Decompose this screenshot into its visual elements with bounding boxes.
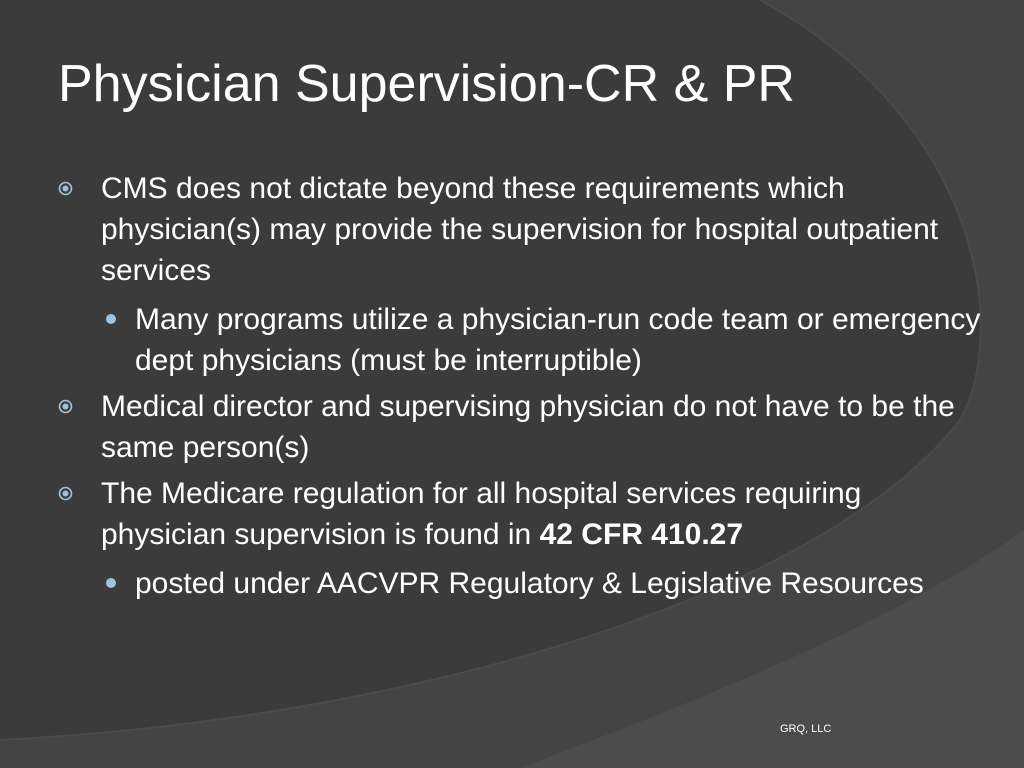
- sub-bullet-text: posted under AACVPR Regulatory & Legislative Resources: [135, 567, 924, 600]
- sub-bullet-text: Many programs utilize a physician-run code team or emergency dept physicians (must be interruptible): [135, 303, 981, 377]
- bullet-item: [58, 386, 988, 468]
- filled-dot-icon: [106, 578, 116, 588]
- bullet-item: [58, 473, 988, 555]
- regulation-citation: 42 CFR 410.27: [539, 518, 744, 551]
- bullet-text: Medical director and supervising physician do not have to be the same person(s): [101, 390, 955, 464]
- slide-title: Physician Supervision-CR & PR: [58, 55, 795, 113]
- slide-body: [58, 168, 988, 609]
- bullet-text: The Medicare regulation for all hospital services requiring physician supervision is found in: [101, 477, 862, 551]
- bullet-item: [58, 168, 988, 291]
- sub-bullet-item: [58, 563, 988, 604]
- sub-bullet-item: [58, 299, 988, 381]
- footer-text: GRQ, LLC: [780, 723, 832, 735]
- circled-dot-icon: [58, 181, 73, 196]
- circled-dot-icon: [58, 486, 73, 501]
- circled-dot-icon: [58, 399, 73, 414]
- filled-dot-icon: [106, 314, 116, 324]
- bullet-text: CMS does not dictate beyond these requirements which physician(s) may provide the supervision for hospital outpatient services: [101, 172, 939, 287]
